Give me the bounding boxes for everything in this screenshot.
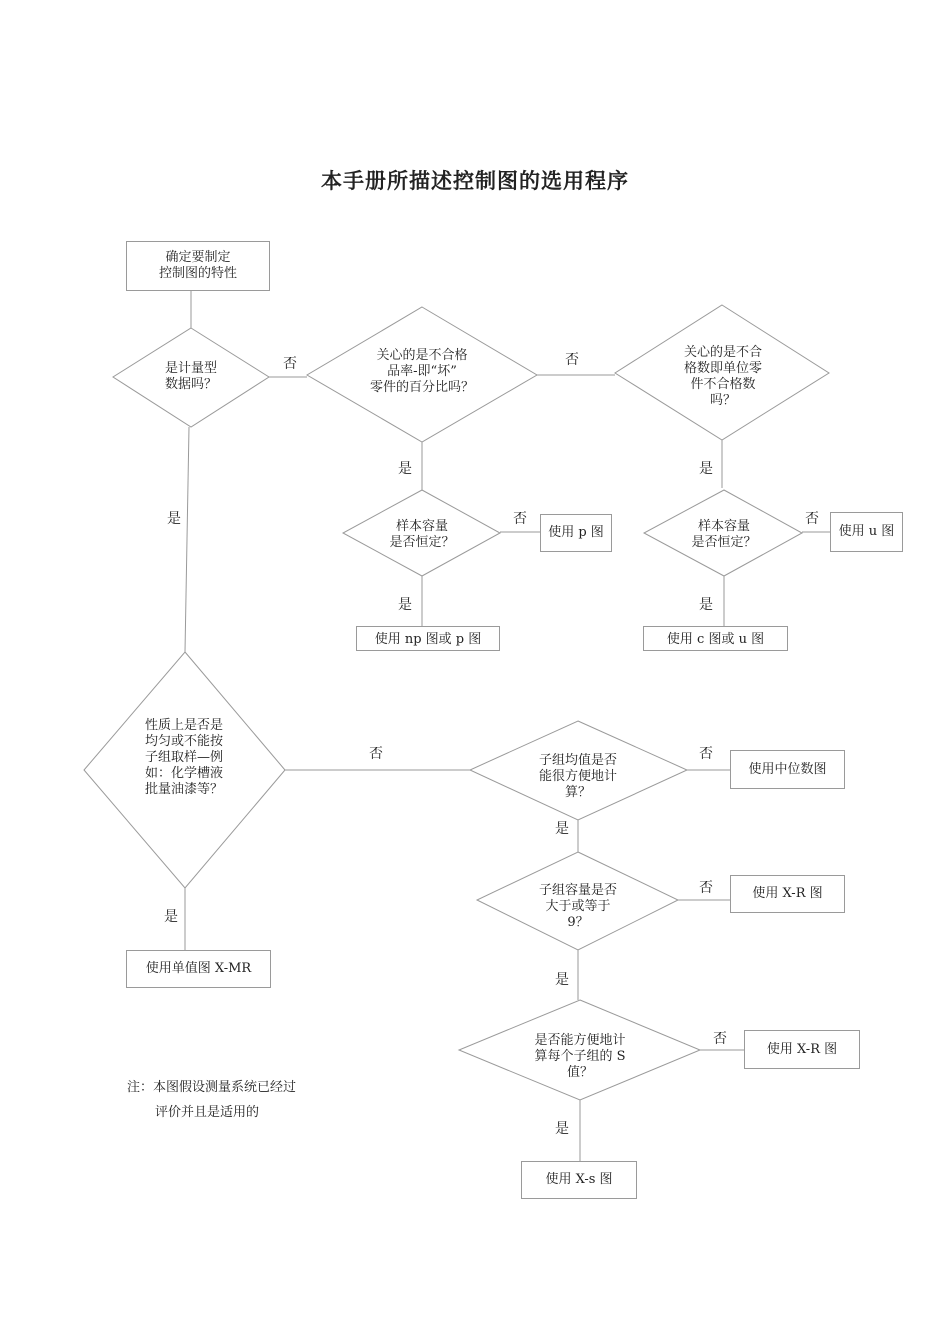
use-xmr-chart-node: 使用单值图 X-MR: [126, 950, 271, 988]
label-no-size-u: 否: [805, 511, 819, 527]
use-median-chart-node: 使用中位数图: [730, 750, 845, 789]
use-c-chart-node: 使用 c 图或 u 图: [643, 626, 788, 651]
label-no-variable: 否: [283, 356, 297, 372]
label-no-defective: 否: [565, 352, 579, 368]
label-no-size9: 否: [699, 880, 713, 896]
page-title: 本手册所描述控制图的选用程序: [321, 169, 629, 193]
footnote-line-2: 评价并且是适用的: [155, 1105, 260, 1120]
start-node: 确定要制定 控制图的特性: [126, 241, 270, 291]
label-yes-homogeneous: 是: [164, 909, 178, 925]
decision-defective-text: 关心的是不合格 品率-即“坏” 零件的百分比吗？: [369, 348, 474, 395]
label-yes-size-p: 是: [398, 597, 412, 613]
label-no-s: 否: [713, 1031, 727, 1047]
decision-defects-text: 关心的是不合 格数即单位零 件不合格数 吗？: [683, 345, 762, 408]
label-yes-variable: 是: [167, 511, 181, 527]
label-no-size-p: 否: [513, 511, 527, 527]
label-yes-s: 是: [555, 1121, 569, 1137]
use-u-chart-node: 使用 u 图: [830, 512, 903, 552]
label-yes-defects: 是: [699, 461, 713, 477]
decision-size-p-text: 样本容量 是否恒定？: [389, 519, 455, 550]
decision-variable-text: 是计量型 数据吗？: [164, 361, 217, 392]
footnote-line-1: 注：本图假设测量系统已经过: [127, 1080, 297, 1095]
label-yes-mean: 是: [555, 821, 569, 837]
decision-homogeneous-text: 性质上是否是 均匀或不能按 子组取样—例 如：化学槽液 批量油漆等？: [144, 718, 223, 797]
use-xr-chart-node-1: 使用 X-R 图: [730, 875, 845, 913]
use-xr-chart-node-2: 使用 X-R 图: [744, 1030, 860, 1069]
decision-size9-text: 子组容量是否 大于或等于 9？: [538, 883, 617, 930]
use-p-chart-node: 使用 p 图: [540, 514, 612, 552]
label-no-homogeneous: 否: [369, 746, 383, 762]
label-yes-size-u: 是: [699, 597, 713, 613]
label-yes-size9: 是: [555, 972, 569, 988]
decision-s-text: 是否能方便地计 算每个子组的 S 值？: [534, 1033, 626, 1080]
connector-variable-yes: [185, 427, 189, 652]
use-np-chart-node: 使用 np 图或 p 图: [356, 626, 500, 651]
label-yes-defective: 是: [398, 461, 412, 477]
label-no-mean: 否: [699, 746, 713, 762]
decision-size-u-text: 样本容量 是否恒定？: [691, 519, 757, 550]
use-xs-chart-node: 使用 X-s 图: [521, 1161, 637, 1199]
decision-mean-text: 子组均值是否 能很方便地计 算？: [538, 753, 617, 800]
